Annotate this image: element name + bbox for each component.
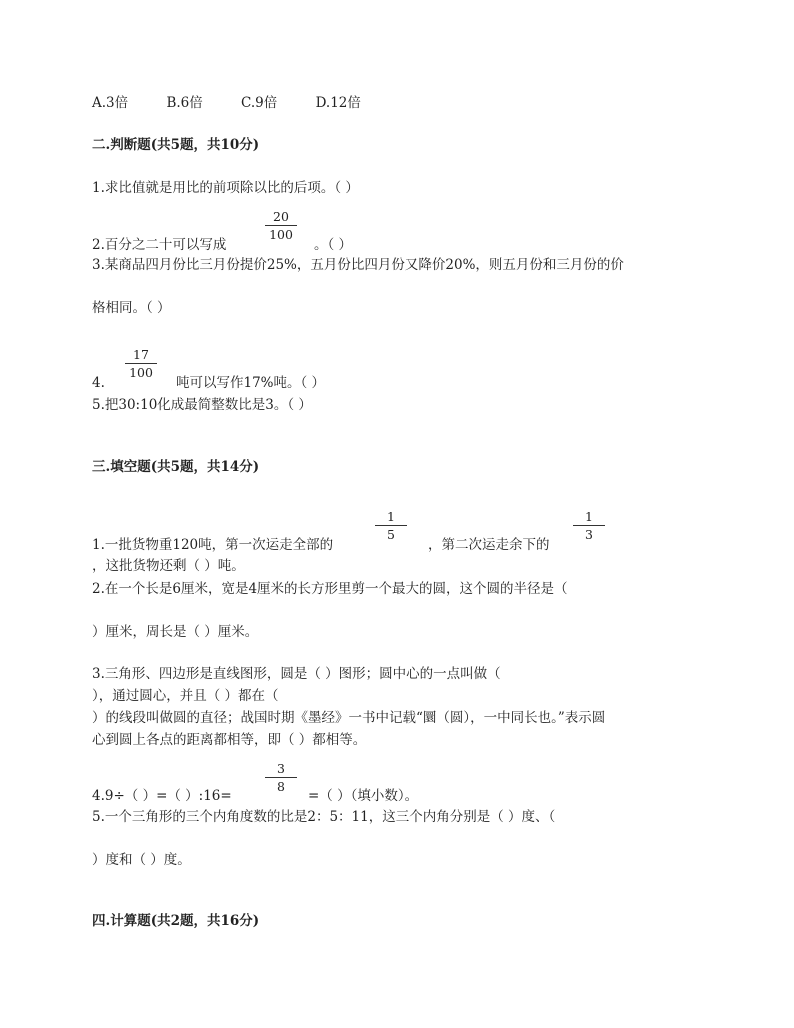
s2-q4-fraction xyxy=(123,347,159,380)
s2-question-2-pre: 2.百分之二十可以写成 xyxy=(92,237,227,253)
s2-question-3-line2: 格相同。（ ） xyxy=(92,300,171,316)
s3-q1-fraction-2 xyxy=(571,509,607,542)
fraction-denominator: 5 xyxy=(387,527,395,542)
option-b: B.6倍 xyxy=(166,95,203,111)
fraction-denominator: 100 xyxy=(129,365,153,380)
fraction-numerator: 3 xyxy=(277,761,285,776)
answer-options xyxy=(92,94,395,112)
s3-question-3-line1: 3.三角形、四边形是直线图形，圆是（ ）图形；圆中心的一点叫做（ xyxy=(92,666,501,682)
s3-question-1-pre: 1.一批货物重120吨，第一次运走全部的 xyxy=(92,537,334,553)
fraction-bar xyxy=(125,363,157,364)
fraction-denominator: 8 xyxy=(277,779,285,794)
s3-question-1-line2: ，这批货物还剩（ ）吨。 xyxy=(92,558,245,574)
s2-question-4-pre: 4. xyxy=(92,375,105,391)
fraction-bar xyxy=(265,225,297,226)
s3-q1-fraction-1 xyxy=(373,509,409,542)
s3-question-5-line2: ）度和（ ）度。 xyxy=(92,852,191,868)
fraction-numerator: 1 xyxy=(387,509,395,524)
s3-question-3-line4: 心到圆上各点的距离都相等，即（ ）都相等。 xyxy=(92,732,367,748)
fraction-denominator: 100 xyxy=(269,227,293,242)
option-d: D.12倍 xyxy=(315,95,361,111)
s3-q4-fraction xyxy=(263,761,299,794)
section3-title: 三.填空题(共5题，共14分) xyxy=(92,459,260,475)
fraction-numerator: 17 xyxy=(133,347,149,362)
s3-question-5-line1: 5.一个三角形的三个内角度数的比是2：5：11，这三个内角分别是（ ）度、（ xyxy=(92,809,556,825)
s2-question-3-line1: 3.某商品四月份比三月份提价25%，五月份比四月份又降价20%，则五月份和三月份的价 xyxy=(92,257,624,273)
fraction-numerator: 20 xyxy=(273,209,289,224)
s2-question-5: 5.把30:10化成最简整数比是3。（ ） xyxy=(92,397,312,413)
s2-question-1: 1.求比值就是用比的前项除以比的后项。（ ） xyxy=(92,180,359,196)
option-c: C.9倍 xyxy=(241,95,278,111)
s3-question-2-line1: 2.在一个长是6厘米，宽是4厘米的长方形里剪一个最大的圆，这个圆的半径是（ xyxy=(92,581,568,597)
s2-question-4-post: 吨可以写作17%吨。（ ） xyxy=(176,375,326,391)
s3-question-1-mid: ，第二次运走余下的 xyxy=(428,537,550,553)
fraction-bar xyxy=(265,777,297,778)
s2-q2-fraction xyxy=(263,209,299,242)
s3-question-4-pre: 4.9÷（ ）=（ ）:16= xyxy=(92,788,232,804)
fraction-bar xyxy=(375,525,407,526)
section2-title: 二.判断题(共5题，共10分) xyxy=(92,137,260,153)
s2-question-2-post: 。（ ） xyxy=(314,237,353,253)
s3-question-4-post: =（ ）（填小数）。 xyxy=(308,788,419,804)
s3-question-2-line2: ）厘米，周长是（ ）厘米。 xyxy=(92,624,259,640)
option-a: A.3倍 xyxy=(92,95,129,111)
fraction-bar xyxy=(573,525,605,526)
section4-title: 四.计算题(共2题，共16分) xyxy=(92,913,260,929)
fraction-denominator: 3 xyxy=(585,527,593,542)
fraction-numerator: 1 xyxy=(585,509,593,524)
s3-question-3-line3: ）的线段叫做圆的直径；战国时期《墨经》一书中记载“圜（圆），一中同长也。”表示圆 xyxy=(92,710,606,726)
s3-question-3-line2: ），通过圆心，并且（ ）都在（ xyxy=(92,688,279,704)
